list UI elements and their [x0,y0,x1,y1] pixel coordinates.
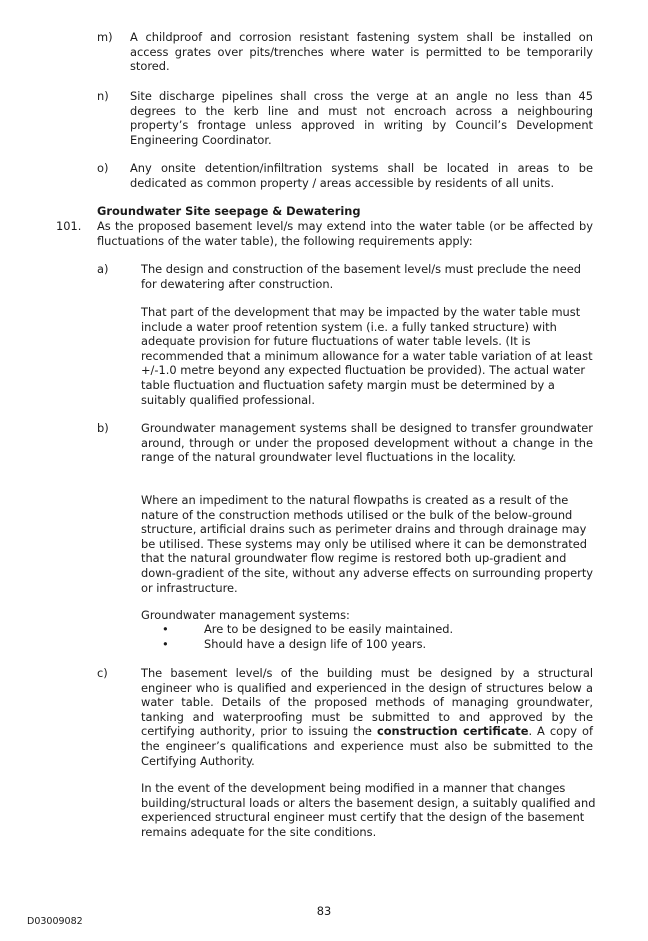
section-heading: Groundwater Site seepage & Dewatering [97,204,361,218]
item-label-a: a) [97,262,109,276]
item-text-n: Site discharge pipelines shall cross the verge at an angle no less than 45 degrees to the kerb line and must not encroach across a neighbouring property’s frontage unless approved in writing by Council’s Development Engineering Coordinator. [130,89,593,147]
construction-certificate-term: construction certificate [376,724,529,739]
bullet-icon: • [162,637,169,651]
bullet-item-1: Are to be designed to be easily maintained. [204,622,454,636]
item-label-n: n) [97,89,109,103]
condition-number: 101. [56,219,82,233]
page-number: 83 [316,904,332,918]
item-a-para-2: That part of the development that may be impacted by the water table must include a water proof retention system (i.e. a fully tanked structure) with adequate provision for future fluctuations of water table levels. (It is recommended that a minimum allowance for a water table variation of at least +/-1.0 metre beyond any expected fluctuation be provided). The actual water table fluctuation and fluctuation safety margin must be determined by a suitably qualified professional. [141,305,593,407]
item-label-o: o) [97,161,109,175]
item-c-para-2: In the event of the development being modified in a manner that changes building/structural loads or alters the basement design, a suitably qualified and experienced structural engineer must certify that the design of the basement remains adequate for the site conditions. [141,781,596,839]
item-c-text-before: The basement level/s of the building must be designed by a structural engineer who is qualified and experienced in the design of structures below a water table. Details of the proposed methods of managing groundwater, tanking and waterproofing must be submitted to and approved by the certifying authority, prior to issuing the [141,666,593,739]
item-b-para-1: Groundwater management systems shall be designed to transfer groundwater around, through or under the proposed development without a change in the range of the natural groundwater level fluctuations in the locality. [141,421,593,465]
document-id: D03009082 [27,916,83,927]
item-b-para-2: Where an impediment to the natural flowpaths is created as a result of the nature of the construction methods utilised or the bulk of the below-ground structure, artificial drains such as perimeter drains and through drainage may be utilised. These systems may only be utilised where it can be demonstrated that the natural groundwater flow regime is restored both up-gradient and down-gradient of the site, without any adverse effects on surrounding property or infrastructure. [141,493,594,595]
item-label-b: b) [97,421,109,435]
item-label-c: c) [97,666,108,680]
item-b-para-3: Groundwater management systems: [141,608,350,622]
bullet-item-2: Should have a design life of 100 years. [204,637,427,651]
item-label-m: m) [97,30,113,44]
item-c-para-1 [141,666,593,768]
section-intro: As the proposed basement level/s may extend into the water table (or be affected by fluctuations of the water table), the following requirements apply: [97,219,593,248]
item-c-text-after: . A copy of the engineer’s qualifications and experience must also be submitted to the Certifying Authority. [141,724,594,768]
bullet-icon: • [162,622,169,636]
item-text-o: Any onsite detention/infiltration systems shall be located in areas to be dedicated as common property / areas accessible by residents of all units. [130,161,593,190]
item-text-m: A childproof and corrosion resistant fastening system shall be installed on access grates over pits/trenches where water is permitted to be temporarily stored. [130,30,593,74]
item-a-para-1: The design and construction of the basement level/s must preclude the need for dewatering after construction. [141,262,581,291]
